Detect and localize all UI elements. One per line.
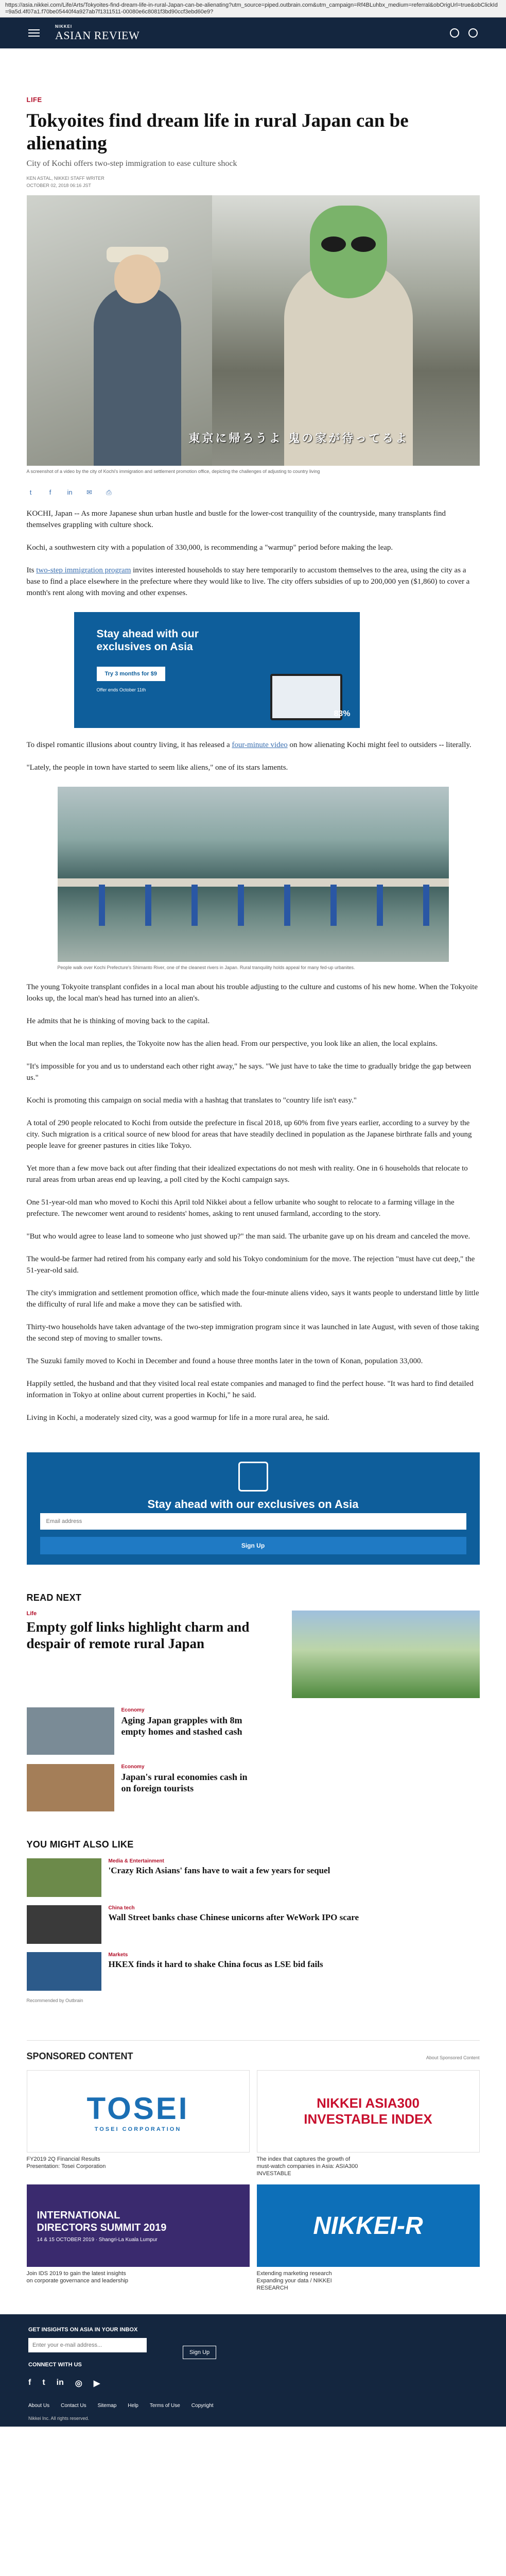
sponsored-item[interactable]: TOSEI TOSEI CORPORATION FY2019 2Q Financial Results Presentation: Tosei Corporation [27, 2070, 250, 2177]
twitter-icon[interactable]: t [29, 488, 32, 496]
share-bar [27, 488, 480, 497]
email-field[interactable] [40, 1513, 466, 1530]
hero-caption: A screenshot of a video by the city of Kochi's immigration and settlement promotion office, depicting the challenges of adjusting to country living [26, 469, 320, 474]
footer-link[interactable]: Copyright [191, 2403, 214, 2409]
ymal-item[interactable]: China tech Wall Street banks chase Chinese unicorns after WeWork IPO scare [27, 1905, 480, 1944]
footer-link[interactable]: Contact Us [61, 2403, 86, 2409]
river-caption: People walk over Kochi Prefecture's Shimanto River, one of the cleanest rivers in Japan. Rural tranquility holds appeal for many fed-up urbanites. [57, 965, 355, 970]
about-sponsored-link[interactable]: About Sponsored Content [426, 2055, 480, 2060]
menu-icon[interactable] [28, 29, 40, 37]
read-next-item[interactable]: Economy Japan's rural economies cash in on foreign tourists [27, 1764, 480, 1811]
ymal-item[interactable]: Media & Entertainment 'Crazy Rich Asians' fans have to wait a few years for sequel [27, 1858, 480, 1897]
site-header [0, 18, 506, 48]
subscription-promo: Stay ahead with our exclusives on Asia Try 3 months for $9 Offer ends October 11th 83% [74, 612, 360, 728]
newsletter-signup: Stay ahead with our exclusives on Asia Email address Sign Up [27, 1452, 480, 1565]
sponsored-item[interactable]: NIKKEI ASIA300 INVESTABLE INDEX The index that captures the growth of must-watch companies in Asia: ASIA300 INVESTABLE [257, 2070, 480, 2177]
golf-thumbnail[interactable] [292, 1611, 480, 1698]
you-might-also-like-heading: YOU MIGHT ALSO LIKE [26, 1839, 134, 1850]
print-icon[interactable]: ⎙ [106, 488, 112, 496]
article-body: KOCHI, Japan -- As more Japanese shun urban hustle and bustle for the lower-cost tranquility of the countryside, many transplants find themselves grappling with culture shock. Kochi, a southwestern city with a population of 330,000, is recommending a "warmup" period before making the leap. Its two-step immigration program invites interested households to stay here temporarily to accustom themselves to the area, using the city as a base to find a place elsewhere in the prefecture where they would like to live. The city offers subsidies of up to 200,000 yen ($1,860) to cover a month's rent along with moving and other expenses. Stay ahead with our exclusives on Asia Try 3 months for $9 Offer ends October 11th 83% To dispel romantic illusions about country living, it has released a four-minute video on how alienating Kochi might feel to outsiders -- literally. "Lately, the people in town have started to seem like aliens," one of its stars laments. People walk over Kochi Prefecture's Shimanto River, one of the cleanest rivers in Japan. Rural tranquility holds appeal for many fed-up urbanites. The young Tokyoite transplant confides in a local man about his trouble adjusting to the culture and customs of his new home. When the Tokyoite looks up, the local man's head has turned into an alien's. He admits that he is thinking of moving back to the capital. But when the local man replies, the Tokyoite now has the alien head. From our perspective, you look like an alien, the local explains. "It's impossible for you and us to understand each other right away," he says. "We just have to take the time to gradually bridge the gap between us." Kochi is promoting this campaign on social media with a hashtag that translates to "country life isn't easy." A total of 290 people relocated to Kochi from outside the prefecture in fiscal 2018, up 60% from five years earlier, according to a survey by the city. Such migration is a critical source of new blood for areas that have steadily declined in population as the Japanese birthrate falls and young people leave for greener pastures in cities like Tokyo. Yet more than a few move back out after finding that their idealized expectations do not mesh with reality. One in 6 households that relocate to rural areas from urban areas end up leaving, a poll cited by the Kochi campaign says. One 51-year-old man who moved to Kochi this April told Nikkei about a fellow urbanite who sought to relocate to a farming village in the prefecture. The newcomer went around to residents' homes, asking to rent unused farmland, according to the story. "But who would agree to lease land to someone who just showed up?" the man said. The urbanite gave up on his dream and canceled the move. The would-be farmer had retired from his company early and sold his Tokyo condominium for the move. The rejection "must have cut deep," the 51-year-old said. The city's immigration and settlement promotion office, which made the four-minute aliens video, says it wants people to understand little by little the difficulty of rural life and make a move they can be satisfied with. Thirty-two households have taken advantage of the two-step immigration program since it was launched in late August, with seven of those taking the second step of moving to smaller towns. The Suzuki family moved to Kochi in December and found a house three months later in the town of Konan, population 33,000. Happily settled, the husband and that they visited local real estate companies and managed to find the perfect house. "It was hard to find detailed information in Tokyo at online about current properties in Kochi," he said. Living in Kochi, a moderately sized city, was a good warmup for life in a more rural area, he said. [26, 510, 479, 1422]
url-bar[interactable]: https://asia.nikkei.com/Life/Arts/Tokyoites-find-dream-life-in-rural-Japan-can-be-alienating?utm_source=piped.outbrain.com&utm_campaign=Rf4BLuhbx_medium=referral&obOrigUrl=true&obClickId=9a5d.4f07a1.f70be05440f4a927ab7f1311511-00080e6c8081f3bd90ccf3ebd60e9? [0, 0, 506, 18]
river-photo [58, 787, 449, 962]
tablet-graphic [270, 674, 342, 720]
article-category[interactable]: LIFE [26, 96, 42, 104]
youtube-icon[interactable]: ▶ [93, 2379, 100, 2388]
facebook-icon[interactable]: f [49, 488, 51, 496]
sponsored-content: SPONSORED CONTENT About Sponsored Content TOSEI TOSEI CORPORATION FY2019 2Q Financial Results Presentation: Tosei Corporation NIKKEI ASIA300 INVESTABLE INDEX The index that captures the growth of must-watch companies in Asia: ASIA300 INVESTABLE INTERNATIONAL DIRECTORS SUMMIT 2019 14 & 15 OCTOBER 2019 · Shangri-La Kuala Lumpur Join IDS 2019 to gain the latest insights on corporate governance and leadership NIKKEI-R Extending marketing research Expanding your data / NIKKEI RESEARCH [27, 2040, 480, 2292]
read-next-main[interactable]: Life Empty golf links highlight charm and despair of remote rural Japan [27, 1611, 480, 1698]
article-subtitle: City of Kochi offers two-step immigration to ease culture shock [26, 159, 237, 168]
ymal-item[interactable]: Markets HKEX finds it hard to shake China focus as LSE bid fails [27, 1952, 480, 1991]
twitter-icon[interactable]: t [42, 2378, 45, 2387]
footer-sign-up-button[interactable]: Sign Up [183, 2346, 216, 2359]
user-icon[interactable] [468, 28, 478, 38]
site-footer: GET INSIGHTS ON ASIA IN YOUR INBOX Enter your e-mail address... Sign Up CONNECT WITH US f t in ◎ ▶ About Us Contact Us Sitemap Help Terms of Use Copyright Nikkei Inc. All rights reserved. [0, 2314, 506, 2427]
video-link[interactable]: four-minute video [232, 741, 288, 749]
two-step-link[interactable]: two-step immigration program [36, 566, 131, 574]
footer-link[interactable]: Sitemap [97, 2403, 117, 2409]
footer-link[interactable]: Terms of Use [149, 2403, 180, 2409]
footer-link[interactable]: Help [128, 2403, 138, 2409]
try-offer-button[interactable]: Try 3 months for $9 [97, 667, 165, 681]
read-next-item[interactable]: Economy Aging Japan grapples with 8m empty homes and stashed cash [27, 1707, 480, 1755]
footer-link[interactable]: About Us [28, 2403, 50, 2409]
sponsored-item[interactable]: NIKKEI-R Extending marketing research Expanding your data / NIKKEI RESEARCH [257, 2184, 480, 2292]
site-logo[interactable]: NIKKEI ASIAN REVIEW [55, 24, 140, 42]
linkedin-icon[interactable]: in [67, 488, 73, 496]
email-icon[interactable]: ✉ [86, 488, 92, 496]
hero-overlay-text: 東京に帰ろうよ 鬼の家が待ってるよ [188, 432, 409, 445]
byline: KEN ASTAL, NIKKEI STAFF WRITER OCTOBER 02, 2018 06:16 JST [26, 176, 104, 188]
search-icon[interactable] [450, 28, 459, 38]
article-title: Tokyoites find dream life in rural Japan can be alienating [26, 110, 409, 154]
linkedin-icon[interactable]: in [56, 2378, 64, 2387]
read-next-heading: READ NEXT [26, 1592, 82, 1603]
hero-image [27, 195, 480, 466]
outbrain-credit[interactable]: Recommended by Outbrain [26, 1998, 83, 2003]
footer-email-field[interactable] [28, 2338, 147, 2352]
sign-up-button[interactable]: Sign Up [40, 1537, 466, 1554]
sponsored-item[interactable]: INTERNATIONAL DIRECTORS SUMMIT 2019 14 & 15 OCTOBER 2019 · Shangri-La Kuala Lumpur Join IDS 2019 to gain the latest insights on corporate governance and leadership [27, 2184, 250, 2292]
facebook-icon[interactable]: f [28, 2378, 31, 2387]
devices-icon [238, 1462, 268, 1492]
instagram-icon[interactable]: ◎ [75, 2379, 82, 2388]
